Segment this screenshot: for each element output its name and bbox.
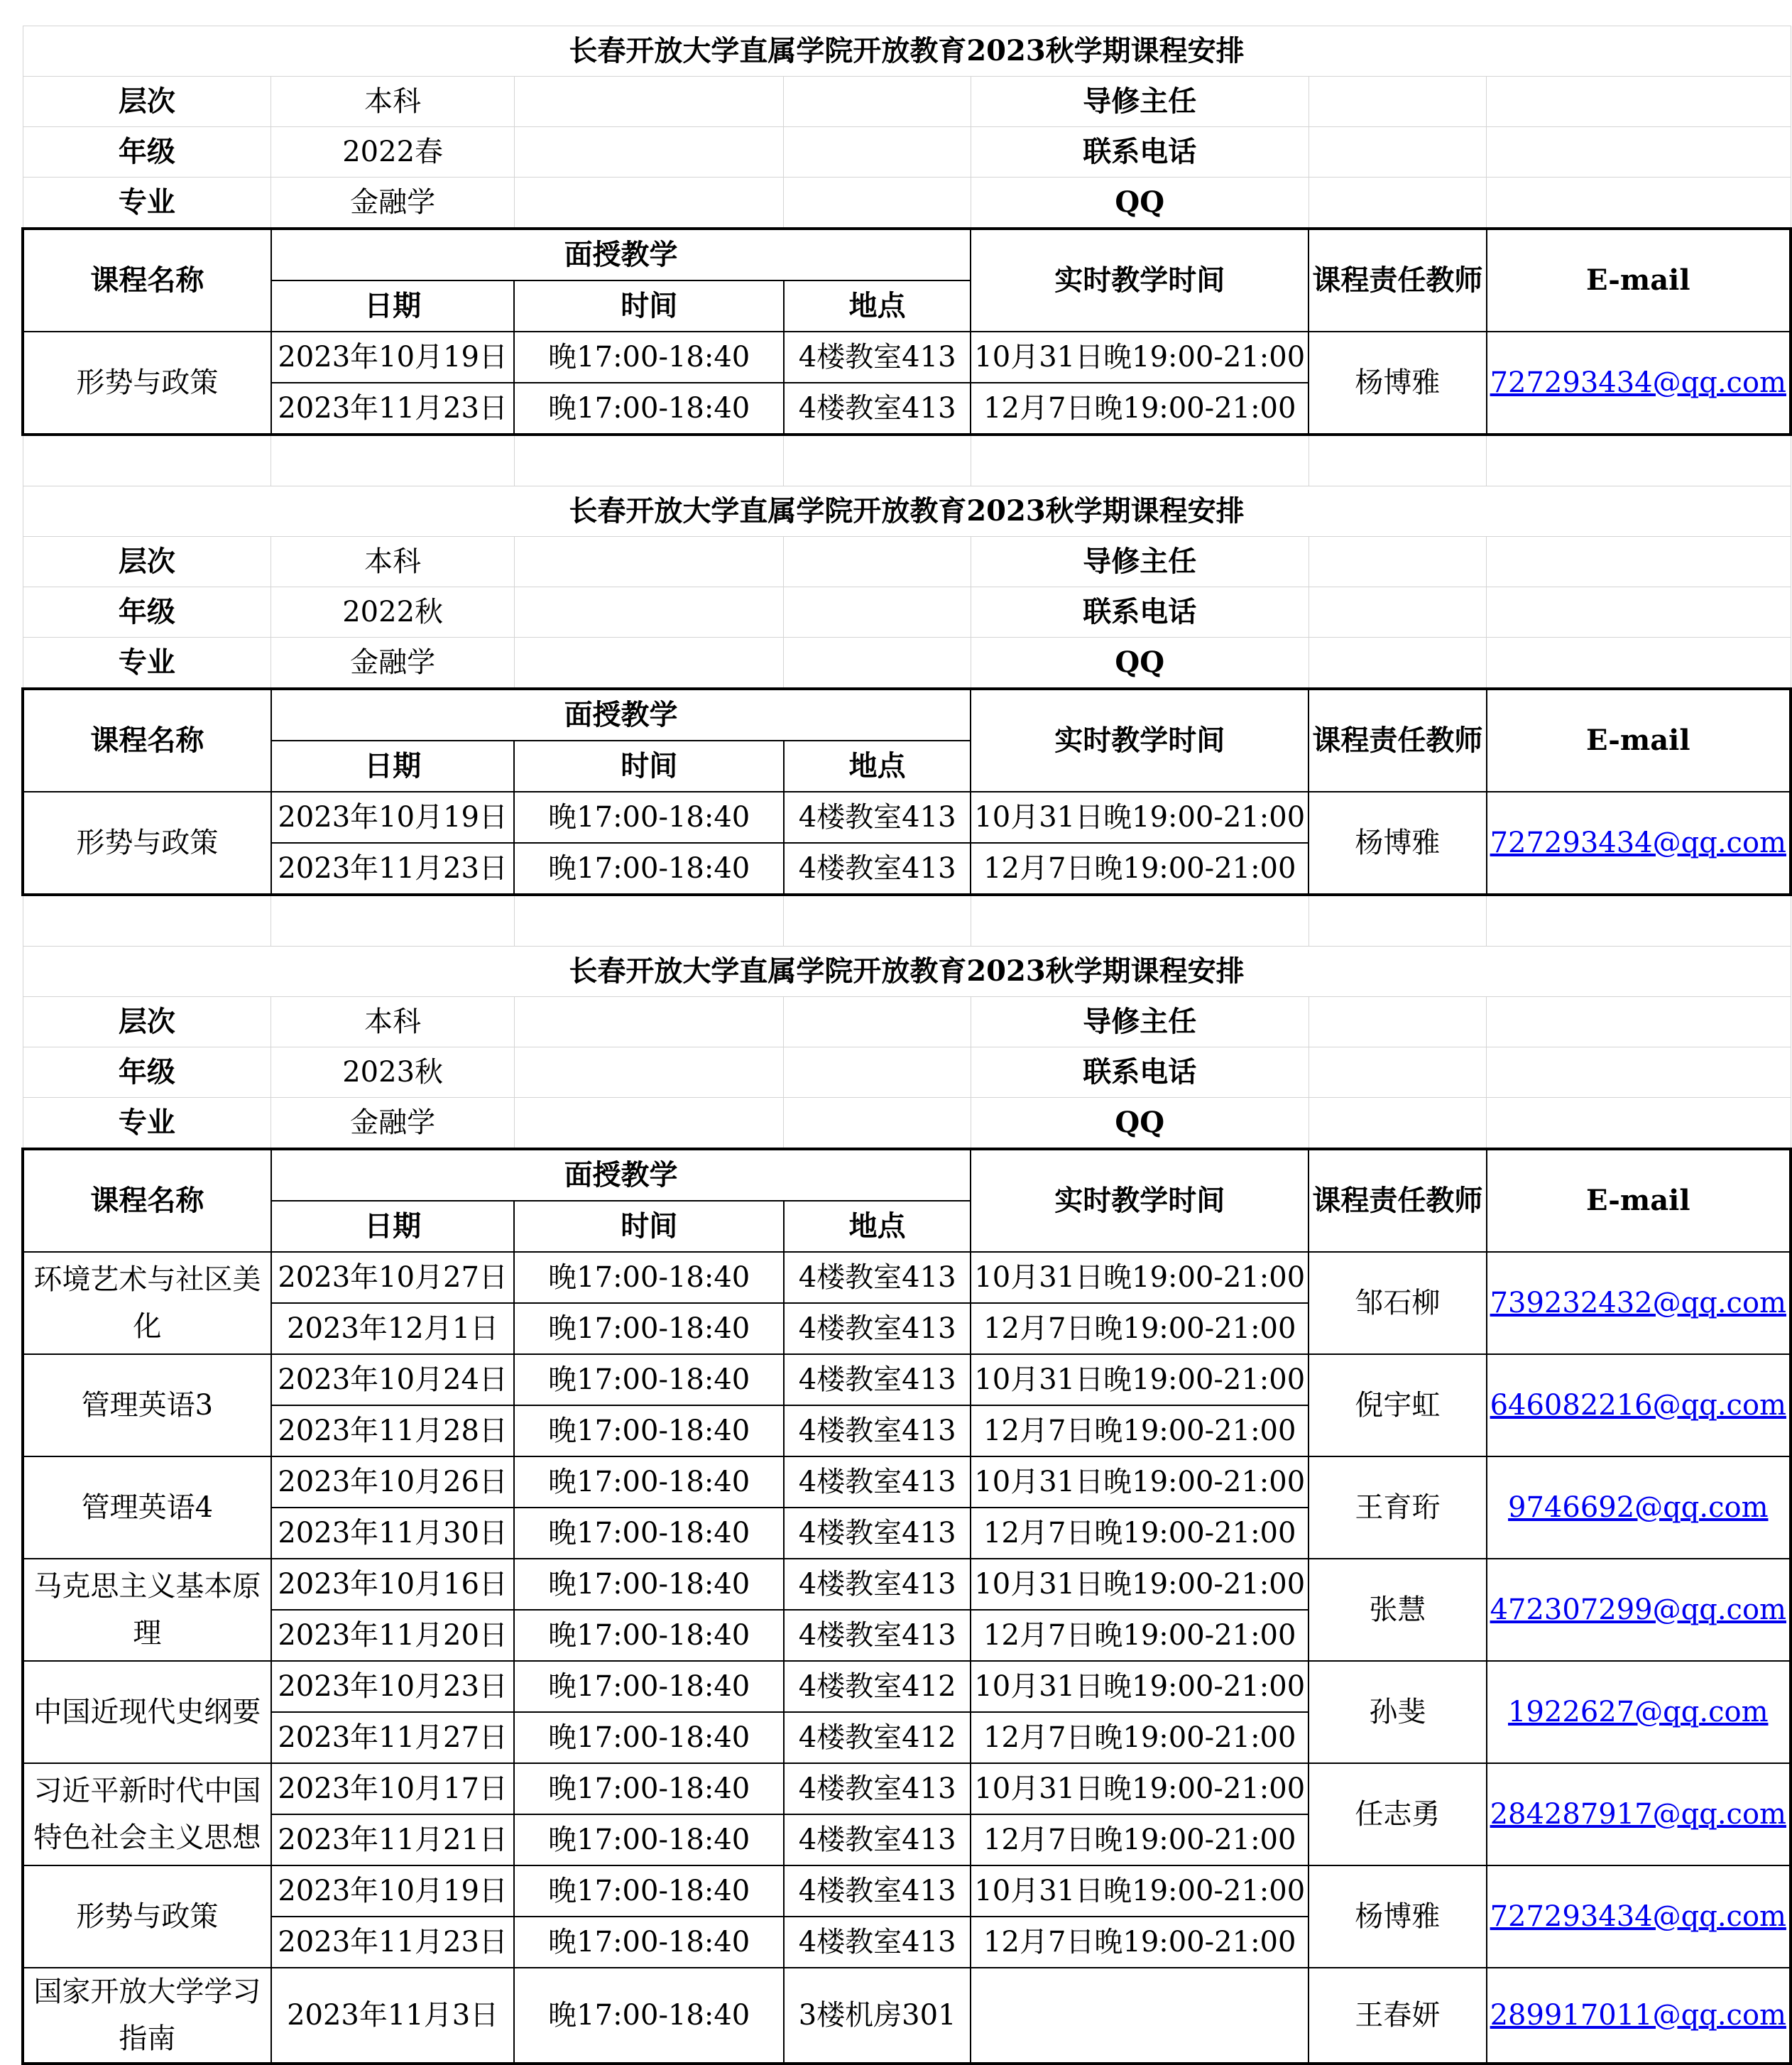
course-row: [23, 1252, 1791, 1303]
info-right-value[interactable]: [1309, 77, 1486, 127]
session-time[interactable]: 晚17:00-18:40: [514, 1456, 783, 1508]
session-live-time[interactable]: 12月7日晚19:00-21:00: [971, 843, 1309, 895]
header-teacher: 课程责任教师: [1309, 1149, 1486, 1252]
header-course: 课程名称: [23, 1149, 271, 1252]
empty-cell[interactable]: [784, 178, 971, 229]
info-value[interactable]: 金融学: [271, 178, 515, 229]
info-row: [23, 997, 1791, 1047]
session-live-time[interactable]: 12月7日晚19:00-21:00: [971, 1508, 1309, 1559]
info-label: 层次: [23, 997, 271, 1047]
info-row: [23, 537, 1791, 587]
info-value[interactable]: 金融学: [271, 638, 515, 690]
session-date[interactable]: 2023年11月23日: [271, 383, 515, 435]
info-row: [23, 638, 1791, 690]
header-row: [23, 1149, 1791, 1201]
info-right-label: 联系电话: [971, 127, 1309, 178]
empty-cell[interactable]: [784, 537, 971, 587]
empty-cell[interactable]: [784, 638, 971, 690]
empty-cell[interactable]: [514, 997, 783, 1047]
session-live-time[interactable]: 10月31日晚19:00-21:00: [971, 1354, 1309, 1405]
header-date: 日期: [271, 1201, 515, 1252]
empty-cell[interactable]: [1487, 587, 1791, 638]
course-name[interactable]: 形势与政策: [23, 792, 271, 895]
session-place[interactable]: 4楼教室413: [784, 1252, 971, 1303]
course-row: [23, 332, 1791, 383]
empty-cell[interactable]: [1487, 77, 1791, 127]
course-name[interactable]: 习近平新时代中国特色社会主义思想: [23, 1763, 271, 1865]
session-live-time[interactable]: 10月31日晚19:00-21:00: [971, 1456, 1309, 1508]
session-place[interactable]: 4楼教室413: [784, 843, 971, 895]
empty-cell[interactable]: [23, 435, 271, 486]
header-face-teaching: 面授教学: [271, 1149, 971, 1201]
session-place[interactable]: 4楼教室413: [784, 1456, 971, 1508]
course-teacher[interactable]: 倪宇虹: [1309, 1354, 1486, 1456]
session-time[interactable]: 晚17:00-18:40: [514, 1559, 783, 1610]
info-right-value[interactable]: [1309, 587, 1486, 638]
header-date: 日期: [271, 741, 515, 792]
session-place[interactable]: 4楼教室413: [784, 1405, 971, 1456]
course-row: [23, 1865, 1791, 1917]
session-time[interactable]: 晚17:00-18:40: [514, 1814, 783, 1865]
course-name[interactable]: 国家开放大学学习指南: [23, 1968, 271, 2064]
info-right-label: 导修主任: [971, 77, 1309, 127]
session-place[interactable]: 4楼教室413: [784, 1763, 971, 1814]
empty-cell[interactable]: [784, 895, 971, 947]
course-row: [23, 1559, 1791, 1610]
info-row: [23, 178, 1791, 229]
session-live-time[interactable]: 10月31日晚19:00-21:00: [971, 1252, 1309, 1303]
session-date[interactable]: 2023年11月27日: [271, 1712, 515, 1763]
info-right-value[interactable]: [1309, 638, 1486, 690]
header-time: 时间: [514, 280, 783, 332]
session-live-time[interactable]: 10月31日晚19:00-21:00: [971, 792, 1309, 843]
info-row: [23, 587, 1791, 638]
session-live-time[interactable]: 12月7日晚19:00-21:00: [971, 1712, 1309, 1763]
session-date[interactable]: 2023年11月3日: [271, 1968, 515, 2064]
empty-cell[interactable]: [784, 997, 971, 1047]
header-date: 日期: [271, 280, 515, 332]
empty-cell[interactable]: [514, 127, 783, 178]
empty-cell[interactable]: [1309, 895, 1486, 947]
session-time[interactable]: 晚17:00-18:40: [514, 1712, 783, 1763]
empty-cell[interactable]: [784, 587, 971, 638]
info-right-value[interactable]: [1309, 127, 1486, 178]
session-date[interactable]: 2023年11月28日: [271, 1405, 515, 1456]
empty-cell[interactable]: [271, 895, 515, 947]
info-label: 年级: [23, 1047, 271, 1098]
session-time[interactable]: 晚17:00-18:40: [514, 1763, 783, 1814]
session-place[interactable]: 4楼教室413: [784, 1814, 971, 1865]
session-time[interactable]: 晚17:00-18:40: [514, 332, 783, 383]
info-value[interactable]: 本科: [271, 537, 515, 587]
session-time[interactable]: 晚17:00-18:40: [514, 383, 783, 435]
info-right-value[interactable]: [1309, 178, 1486, 229]
header-time: 时间: [514, 1201, 783, 1252]
session-date[interactable]: 2023年12月1日: [271, 1303, 515, 1354]
course-teacher[interactable]: 王育珩: [1309, 1456, 1486, 1559]
session-live-time[interactable]: 12月7日晚19:00-21:00: [971, 1405, 1309, 1456]
header-row: [23, 689, 1791, 741]
session-live-time[interactable]: 10月31日晚19:00-21:00: [971, 1763, 1309, 1814]
session-live-time[interactable]: 12月7日晚19:00-21:00: [971, 1917, 1309, 1968]
header-course: 课程名称: [23, 229, 271, 332]
course-name[interactable]: 环境艺术与社区美化: [23, 1252, 271, 1354]
course-row: [23, 1763, 1791, 1814]
header-face-teaching: 面授教学: [271, 689, 971, 741]
header-live-time: 实时教学时间: [971, 229, 1309, 332]
session-place[interactable]: 4楼教室412: [784, 1661, 971, 1712]
course-row: [23, 1354, 1791, 1405]
course-name[interactable]: 马克思主义基本原理: [23, 1559, 271, 1661]
course-email-link[interactable]: 289917011@qq.com: [1487, 1968, 1791, 2064]
header-course: 课程名称: [23, 689, 271, 792]
course-teacher[interactable]: 邹石柳: [1309, 1252, 1486, 1354]
session-time[interactable]: 晚17:00-18:40: [514, 1968, 783, 2064]
empty-cell[interactable]: [784, 77, 971, 127]
empty-cell[interactable]: [784, 1047, 971, 1098]
empty-cell[interactable]: [271, 435, 515, 486]
info-right-value[interactable]: [1309, 997, 1486, 1047]
info-value[interactable]: 本科: [271, 77, 515, 127]
sheet-title: 长春开放大学直属学院开放教育2023秋学期课程安排: [23, 486, 1791, 537]
empty-cell[interactable]: [514, 1098, 783, 1150]
empty-cell[interactable]: [1487, 435, 1791, 486]
course-teacher[interactable]: 王春妍: [1309, 1968, 1486, 2064]
empty-cell[interactable]: [514, 178, 783, 229]
session-date[interactable]: 2023年10月19日: [271, 332, 515, 383]
empty-cell[interactable]: [1487, 127, 1791, 178]
course-name[interactable]: 形势与政策: [23, 1865, 271, 1968]
empty-cell[interactable]: [514, 537, 783, 587]
header-live-time: 实时教学时间: [971, 1149, 1309, 1252]
course-row: [23, 1661, 1791, 1712]
info-value[interactable]: 2023秋: [271, 1047, 515, 1098]
session-live-time[interactable]: [971, 1968, 1309, 2064]
empty-cell[interactable]: [1487, 1047, 1791, 1098]
info-label: 层次: [23, 77, 271, 127]
session-date[interactable]: 2023年10月27日: [271, 1252, 515, 1303]
empty-cell[interactable]: [971, 435, 1309, 486]
course-email-link[interactable]: 727293434@qq.com: [1487, 332, 1791, 435]
course-teacher[interactable]: 孙斐: [1309, 1661, 1486, 1763]
session-date[interactable]: 2023年10月17日: [271, 1763, 515, 1814]
spreadsheet: [21, 26, 1792, 2065]
info-right-label: QQ: [971, 178, 1309, 229]
course-email-link[interactable]: 1922627@qq.com: [1487, 1661, 1791, 1763]
session-time[interactable]: 晚17:00-18:40: [514, 1303, 783, 1354]
header-teacher: 课程责任教师: [1309, 689, 1486, 792]
session-time[interactable]: 晚17:00-18:40: [514, 1508, 783, 1559]
session-time[interactable]: 晚17:00-18:40: [514, 843, 783, 895]
session-live-time[interactable]: 12月7日晚19:00-21:00: [971, 383, 1309, 435]
session-date[interactable]: 2023年10月19日: [271, 1865, 515, 1917]
info-label: 专业: [23, 638, 271, 690]
schedule-grid: [21, 26, 1792, 2065]
session-live-time[interactable]: 10月31日晚19:00-21:00: [971, 1661, 1309, 1712]
header-face-teaching: 面授教学: [271, 229, 971, 280]
session-date[interactable]: 2023年11月30日: [271, 1508, 515, 1559]
course-email-link[interactable]: 727293434@qq.com: [1487, 792, 1791, 895]
info-right-label: 导修主任: [971, 997, 1309, 1047]
info-right-label: 联系电话: [971, 587, 1309, 638]
header-place: 地点: [784, 741, 971, 792]
session-place[interactable]: 4楼教室413: [784, 792, 971, 843]
session-date[interactable]: 2023年10月19日: [271, 792, 515, 843]
empty-cell[interactable]: [514, 895, 783, 947]
empty-cell[interactable]: [971, 895, 1309, 947]
session-place[interactable]: 4楼教室412: [784, 1712, 971, 1763]
session-time[interactable]: 晚17:00-18:40: [514, 1865, 783, 1917]
session-live-time[interactable]: 12月7日晚19:00-21:00: [971, 1814, 1309, 1865]
info-label: 层次: [23, 537, 271, 587]
info-right-value[interactable]: [1309, 1047, 1486, 1098]
empty-cell[interactable]: [514, 1047, 783, 1098]
session-live-time[interactable]: 12月7日晚19:00-21:00: [971, 1303, 1309, 1354]
session-place[interactable]: 4楼教室413: [784, 1559, 971, 1610]
empty-cell[interactable]: [1487, 178, 1791, 229]
info-right-label: 联系电话: [971, 1047, 1309, 1098]
session-place[interactable]: 4楼教室413: [784, 1917, 971, 1968]
session-date[interactable]: 2023年10月16日: [271, 1559, 515, 1610]
course-email-link[interactable]: 739232432@qq.com: [1487, 1252, 1791, 1354]
session-time[interactable]: 晚17:00-18:40: [514, 1354, 783, 1405]
session-place[interactable]: 4楼教室413: [784, 332, 971, 383]
session-place[interactable]: 4楼教室413: [784, 1508, 971, 1559]
empty-cell[interactable]: [514, 587, 783, 638]
session-place[interactable]: 3楼机房301: [784, 1968, 971, 2064]
title-row: [23, 486, 1791, 537]
header-row: [23, 229, 1791, 280]
info-right-label: QQ: [971, 1098, 1309, 1150]
session-time[interactable]: 晚17:00-18:40: [514, 792, 783, 843]
session-place[interactable]: 4楼教室413: [784, 383, 971, 435]
course-row: [23, 792, 1791, 843]
title-row: [23, 947, 1791, 997]
info-label: 专业: [23, 1098, 271, 1150]
empty-cell[interactable]: [1487, 895, 1791, 947]
session-live-time[interactable]: 10月31日晚19:00-21:00: [971, 1865, 1309, 1917]
info-value[interactable]: 金融学: [271, 1098, 515, 1150]
info-row: [23, 77, 1791, 127]
course-email-link[interactable]: 472307299@qq.com: [1487, 1559, 1791, 1661]
session-place[interactable]: 4楼教室413: [784, 1303, 971, 1354]
info-row: [23, 127, 1791, 178]
info-value[interactable]: 2022春: [271, 127, 515, 178]
header-email: E-mail: [1487, 229, 1791, 332]
session-time[interactable]: 晚17:00-18:40: [514, 1661, 783, 1712]
empty-cell[interactable]: [1487, 638, 1791, 690]
session-date[interactable]: 2023年11月23日: [271, 843, 515, 895]
session-live-time[interactable]: 12月7日晚19:00-21:00: [971, 1610, 1309, 1661]
sheet-title: 长春开放大学直属学院开放教育2023秋学期课程安排: [23, 26, 1791, 77]
empty-cell[interactable]: [514, 77, 783, 127]
info-value[interactable]: 本科: [271, 997, 515, 1047]
session-date[interactable]: 2023年11月20日: [271, 1610, 515, 1661]
spacer-row: [23, 435, 1791, 486]
session-time[interactable]: 晚17:00-18:40: [514, 1610, 783, 1661]
course-email-link[interactable]: 284287917@qq.com: [1487, 1763, 1791, 1865]
session-live-time[interactable]: 10月31日晚19:00-21:00: [971, 332, 1309, 383]
course-teacher[interactable]: 杨博雅: [1309, 1865, 1486, 1968]
empty-cell[interactable]: [1487, 1098, 1791, 1150]
info-row: [23, 1047, 1791, 1098]
empty-cell[interactable]: [1309, 435, 1486, 486]
empty-cell[interactable]: [23, 895, 271, 947]
sheet-title: 长春开放大学直属学院开放教育2023秋学期课程安排: [23, 947, 1791, 997]
course-teacher[interactable]: 杨博雅: [1309, 332, 1486, 435]
course-email-link[interactable]: 727293434@qq.com: [1487, 1865, 1791, 1968]
header-teacher: 课程责任教师: [1309, 229, 1486, 332]
info-row: [23, 1098, 1791, 1150]
header-live-time: 实时教学时间: [971, 689, 1309, 792]
title-row: [23, 26, 1791, 77]
session-date[interactable]: 2023年10月26日: [271, 1456, 515, 1508]
course-row: [23, 1968, 1791, 2064]
header-time: 时间: [514, 741, 783, 792]
empty-cell[interactable]: [1487, 537, 1791, 587]
course-email-link[interactable]: 646082216@qq.com: [1487, 1354, 1791, 1456]
session-date[interactable]: 2023年10月23日: [271, 1661, 515, 1712]
session-live-time[interactable]: 10月31日晚19:00-21:00: [971, 1559, 1309, 1610]
session-time[interactable]: 晚17:00-18:40: [514, 1252, 783, 1303]
header-place: 地点: [784, 1201, 971, 1252]
course-email-link[interactable]: 9746692@qq.com: [1487, 1456, 1791, 1559]
info-value[interactable]: 2022秋: [271, 587, 515, 638]
course-teacher[interactable]: 任志勇: [1309, 1763, 1486, 1865]
session-place[interactable]: 4楼教室413: [784, 1354, 971, 1405]
course-name[interactable]: 中国近现代史纲要: [23, 1661, 271, 1763]
empty-cell[interactable]: [784, 127, 971, 178]
empty-cell[interactable]: [784, 1098, 971, 1150]
empty-cell[interactable]: [514, 638, 783, 690]
session-place[interactable]: 4楼教室413: [784, 1610, 971, 1661]
course-name[interactable]: 管理英语4: [23, 1456, 271, 1559]
info-right-value[interactable]: [1309, 537, 1486, 587]
empty-cell[interactable]: [784, 435, 971, 486]
session-time[interactable]: 晚17:00-18:40: [514, 1917, 783, 1968]
info-right-label: QQ: [971, 638, 1309, 690]
info-right-label: 导修主任: [971, 537, 1309, 587]
session-date[interactable]: 2023年10月24日: [271, 1354, 515, 1405]
empty-cell[interactable]: [1487, 997, 1791, 1047]
header-place: 地点: [784, 280, 971, 332]
info-label: 年级: [23, 587, 271, 638]
course-name[interactable]: 管理英语3: [23, 1354, 271, 1456]
header-email: E-mail: [1487, 1149, 1791, 1252]
header-email: E-mail: [1487, 689, 1791, 792]
course-teacher[interactable]: 杨博雅: [1309, 792, 1486, 895]
course-name[interactable]: 形势与政策: [23, 332, 271, 435]
session-date[interactable]: 2023年11月23日: [271, 1917, 515, 1968]
info-right-value[interactable]: [1309, 1098, 1486, 1150]
info-label: 年级: [23, 127, 271, 178]
session-place[interactable]: 4楼教室413: [784, 1865, 971, 1917]
course-row: [23, 1456, 1791, 1508]
empty-cell[interactable]: [514, 435, 783, 486]
info-label: 专业: [23, 178, 271, 229]
spacer-row: [23, 895, 1791, 947]
session-date[interactable]: 2023年11月21日: [271, 1814, 515, 1865]
course-teacher[interactable]: 张慧: [1309, 1559, 1486, 1661]
session-time[interactable]: 晚17:00-18:40: [514, 1405, 783, 1456]
